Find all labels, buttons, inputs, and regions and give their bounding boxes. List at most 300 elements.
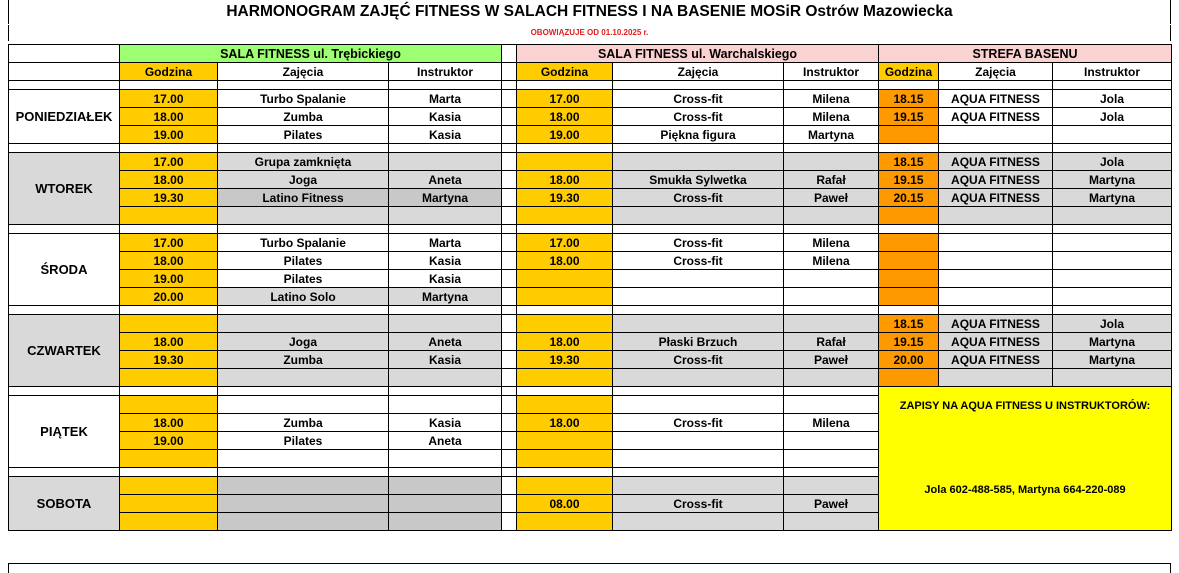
- gap-cell: [120, 468, 218, 477]
- instructor-cell: Martyna: [1053, 189, 1172, 207]
- separator-cell: [502, 189, 517, 207]
- time-cell: 18.00: [120, 108, 218, 126]
- instructor-cell: Paweł: [784, 351, 879, 369]
- instructor-cell: Martyna: [1053, 333, 1172, 351]
- time-cell: 17.00: [517, 90, 613, 108]
- class-cell: [218, 369, 389, 387]
- instructor-cell: Aneta: [389, 432, 502, 450]
- schedule-row-wed: [9, 252, 1172, 270]
- gap-cell: [502, 306, 517, 315]
- time-cell: 19.00: [517, 126, 613, 144]
- class-cell: [613, 369, 784, 387]
- time-cell: [120, 369, 218, 387]
- gap-cell: [517, 468, 613, 477]
- column-header-class: Zajęcia: [939, 63, 1053, 81]
- separator-cell: [502, 495, 517, 513]
- class-cell: [218, 513, 389, 531]
- time-cell: [879, 234, 939, 252]
- instructor-cell: [1053, 270, 1172, 288]
- gap-cell: [389, 81, 502, 90]
- gap-cell: [517, 387, 613, 396]
- gap-cell: [1053, 81, 1172, 90]
- instructor-cell: [389, 153, 502, 171]
- class-cell: [613, 432, 784, 450]
- class-cell: Cross-fit: [613, 252, 784, 270]
- class-cell: Cross-fit: [613, 495, 784, 513]
- aqua-signup-note: [879, 387, 1172, 531]
- class-cell: Zumba: [218, 351, 389, 369]
- time-cell: 19.15: [879, 333, 939, 351]
- time-cell: 18.00: [517, 171, 613, 189]
- day-gap-row: [9, 225, 1172, 234]
- instructor-cell: [784, 270, 879, 288]
- day-label: CZWARTEK: [9, 315, 120, 387]
- gap-cell: [1053, 306, 1172, 315]
- section-header-row: [9, 45, 1172, 63]
- separator-cell: [502, 90, 517, 108]
- class-cell: Cross-fit: [613, 90, 784, 108]
- class-cell: [939, 369, 1053, 387]
- day-label: ŚRODA: [9, 234, 120, 306]
- day-label: SOBOTA: [9, 477, 120, 531]
- column-header-time: Godzina: [517, 63, 613, 81]
- note-contacts: Jola 602-488-585, Martyna 664-220-089: [924, 484, 1126, 496]
- separator-cell: [502, 315, 517, 333]
- class-cell: Zumba: [218, 108, 389, 126]
- time-cell: 17.00: [120, 153, 218, 171]
- time-cell: [879, 270, 939, 288]
- gap-cell: [613, 468, 784, 477]
- separator-cell: [502, 333, 517, 351]
- schedule-table: [8, 44, 1172, 531]
- instructor-cell: [784, 153, 879, 171]
- separator-cell: [502, 396, 517, 414]
- gap-cell: [9, 306, 120, 315]
- class-cell: [218, 315, 389, 333]
- class-cell: [939, 126, 1053, 144]
- gap-cell: [120, 144, 218, 153]
- instructor-cell: Kasia: [389, 270, 502, 288]
- schedule-row-mon: [9, 126, 1172, 144]
- class-cell: [613, 315, 784, 333]
- section-title-sala1: SALA FITNESS ul. Trębickiego: [120, 45, 502, 63]
- instructor-cell: Martyna: [784, 126, 879, 144]
- class-cell: Joga: [218, 171, 389, 189]
- separator-cell: [502, 252, 517, 270]
- separator-cell: [502, 351, 517, 369]
- separator-cell: [502, 270, 517, 288]
- separator-cell: [502, 369, 517, 387]
- time-cell: [517, 477, 613, 495]
- gap-cell: [613, 144, 784, 153]
- time-cell: [517, 450, 613, 468]
- gap-cell: [218, 81, 389, 90]
- class-cell: Turbo Spalanie: [218, 234, 389, 252]
- day-gap-row: [9, 387, 1172, 396]
- time-cell: 17.00: [120, 234, 218, 252]
- time-cell: 17.00: [517, 234, 613, 252]
- gap-cell: [120, 225, 218, 234]
- instructor-cell: [389, 477, 502, 495]
- gap-cell: [1053, 144, 1172, 153]
- time-cell: 19.00: [120, 270, 218, 288]
- sheet-bottom-border: [8, 563, 1171, 573]
- time-cell: 18.15: [879, 153, 939, 171]
- time-cell: [120, 207, 218, 225]
- gap-cell: [389, 468, 502, 477]
- gap-cell: [784, 225, 879, 234]
- class-cell: Cross-fit: [613, 234, 784, 252]
- section-title-sala2: SALA FITNESS ul. Warchalskiego: [517, 45, 879, 63]
- class-cell: AQUA FITNESS: [939, 108, 1053, 126]
- instructor-cell: Jola: [1053, 153, 1172, 171]
- gap-cell: [784, 81, 879, 90]
- instructor-cell: Paweł: [784, 495, 879, 513]
- class-cell: [218, 477, 389, 495]
- instructor-cell: Marta: [389, 234, 502, 252]
- gap-cell: [879, 225, 939, 234]
- schedule-row-mon: [9, 90, 1172, 108]
- gap-cell: [218, 387, 389, 396]
- gap-cell: [613, 387, 784, 396]
- class-cell: [218, 495, 389, 513]
- separator-cell: [502, 153, 517, 171]
- day-gap-row: [9, 306, 1172, 315]
- instructor-cell: [389, 396, 502, 414]
- gap-cell: [218, 306, 389, 315]
- time-cell: 19.00: [120, 126, 218, 144]
- time-cell: 18.00: [120, 414, 218, 432]
- day-label: PIĄTEK: [9, 396, 120, 468]
- time-cell: 08.00: [517, 495, 613, 513]
- instructor-cell: Kasia: [389, 414, 502, 432]
- class-cell: AQUA FITNESS: [939, 333, 1053, 351]
- class-cell: Cross-fit: [613, 108, 784, 126]
- instructor-cell: [784, 369, 879, 387]
- gap-cell: [502, 81, 517, 90]
- instructor-cell: Milena: [784, 414, 879, 432]
- instructor-cell: Martyna: [389, 189, 502, 207]
- gap-cell: [1053, 225, 1172, 234]
- instructor-cell: Jola: [1053, 90, 1172, 108]
- separator-cell: [502, 477, 517, 495]
- class-cell: [613, 153, 784, 171]
- time-cell: 18.15: [879, 315, 939, 333]
- gap-cell: [389, 306, 502, 315]
- class-cell: Pilates: [218, 432, 389, 450]
- time-cell: [517, 369, 613, 387]
- instructor-cell: [1053, 369, 1172, 387]
- separator-cell: [502, 288, 517, 306]
- time-cell: 18.00: [120, 252, 218, 270]
- class-cell: Cross-fit: [613, 189, 784, 207]
- time-cell: 19.30: [120, 351, 218, 369]
- time-cell: 19.00: [120, 432, 218, 450]
- schedule-row-tue: [9, 171, 1172, 189]
- gap-cell: [939, 306, 1053, 315]
- class-cell: Turbo Spalanie: [218, 90, 389, 108]
- time-cell: 20.15: [879, 189, 939, 207]
- column-header-instructor: Instruktor: [784, 63, 879, 81]
- gap-cell: [784, 306, 879, 315]
- column-header-class: Zajęcia: [218, 63, 389, 81]
- time-cell: [517, 207, 613, 225]
- instructor-cell: Rafał: [784, 333, 879, 351]
- gap-cell: [517, 144, 613, 153]
- gap-cell: [939, 225, 1053, 234]
- gap-cell: [517, 225, 613, 234]
- gap-cell: [879, 306, 939, 315]
- gap-cell: [120, 387, 218, 396]
- column-header-instructor: Instruktor: [389, 63, 502, 81]
- gap-cell: [502, 225, 517, 234]
- class-cell: Grupa zamknięta: [218, 153, 389, 171]
- gap-cell: [517, 81, 613, 90]
- separator-cell: [502, 171, 517, 189]
- time-cell: [879, 126, 939, 144]
- column-header-class: Zajęcia: [613, 63, 784, 81]
- instructor-cell: Rafał: [784, 171, 879, 189]
- time-cell: 18.00: [120, 333, 218, 351]
- class-cell: Latino Fitness: [218, 189, 389, 207]
- time-cell: [120, 495, 218, 513]
- column-header-instructor: Instruktor: [1053, 63, 1172, 81]
- instructor-cell: [784, 477, 879, 495]
- corner-cell: [9, 63, 120, 81]
- gap-cell: [784, 144, 879, 153]
- gap-cell: [9, 468, 120, 477]
- gap-cell: [120, 306, 218, 315]
- time-cell: 19.30: [517, 189, 613, 207]
- time-cell: [517, 513, 613, 531]
- separator-cell: [502, 234, 517, 252]
- time-cell: [879, 252, 939, 270]
- separator-cell: [502, 513, 517, 531]
- time-cell: 17.00: [120, 90, 218, 108]
- instructor-cell: [1053, 288, 1172, 306]
- time-cell: 20.00: [879, 351, 939, 369]
- page-title: HARMONOGRAM ZAJĘĆ FITNESS W SALACH FITNESS I NA BASENIE MOSiR Ostrów Mazowiecka: [8, 0, 1171, 24]
- class-cell: Latino Solo: [218, 288, 389, 306]
- gap-cell: [613, 81, 784, 90]
- gap-cell: [939, 81, 1053, 90]
- gap-cell: [9, 225, 120, 234]
- schedule-row-wed: [9, 234, 1172, 252]
- gap-cell: [502, 468, 517, 477]
- instructor-cell: Jola: [1053, 108, 1172, 126]
- class-cell: AQUA FITNESS: [939, 90, 1053, 108]
- valid-from-note: OBOWIĄZUJE OD 01.10.2025 r.: [8, 25, 1171, 41]
- schedule-row-tue: [9, 153, 1172, 171]
- schedule-row-mon: [9, 108, 1172, 126]
- gap-cell: [502, 144, 517, 153]
- gap-cell: [389, 225, 502, 234]
- schedule-row-thu: [9, 369, 1172, 387]
- time-cell: [517, 270, 613, 288]
- instructor-cell: [389, 369, 502, 387]
- class-cell: [613, 477, 784, 495]
- instructor-cell: Kasia: [389, 126, 502, 144]
- column-header-time: Godzina: [120, 63, 218, 81]
- instructor-cell: Marta: [389, 90, 502, 108]
- instructor-cell: Martyna: [389, 288, 502, 306]
- instructor-cell: Aneta: [389, 333, 502, 351]
- column-header-time: Godzina: [879, 63, 939, 81]
- separator-cell: [502, 45, 517, 63]
- class-cell: [613, 270, 784, 288]
- gap-cell: [784, 468, 879, 477]
- schedule-row-wed: [9, 288, 1172, 306]
- class-cell: AQUA FITNESS: [939, 315, 1053, 333]
- time-cell: [120, 450, 218, 468]
- class-cell: [218, 450, 389, 468]
- instructor-cell: [784, 432, 879, 450]
- instructor-cell: Milena: [784, 252, 879, 270]
- separator-cell: [502, 63, 517, 81]
- instructor-cell: Kasia: [389, 252, 502, 270]
- time-cell: 18.00: [120, 171, 218, 189]
- instructor-cell: [1053, 207, 1172, 225]
- instructor-cell: Martyna: [1053, 171, 1172, 189]
- class-cell: [218, 207, 389, 225]
- section-title-basen: STREFA BASENU: [879, 45, 1172, 63]
- gap-cell: [218, 225, 389, 234]
- class-cell: [939, 207, 1053, 225]
- instructor-cell: Martyna: [1053, 351, 1172, 369]
- day-gap-row: [9, 81, 1172, 90]
- time-cell: [120, 477, 218, 495]
- separator-cell: [502, 207, 517, 225]
- instructor-cell: Kasia: [389, 351, 502, 369]
- time-cell: 18.00: [517, 108, 613, 126]
- separator-cell: [502, 450, 517, 468]
- schedule-row-thu: [9, 315, 1172, 333]
- instructor-cell: [1053, 126, 1172, 144]
- instructor-cell: Aneta: [389, 171, 502, 189]
- schedule-row-wed: [9, 270, 1172, 288]
- instructor-cell: [784, 513, 879, 531]
- instructor-cell: [389, 315, 502, 333]
- class-cell: [939, 270, 1053, 288]
- class-cell: AQUA FITNESS: [939, 171, 1053, 189]
- class-cell: Pilates: [218, 270, 389, 288]
- class-cell: [613, 207, 784, 225]
- corner-cell: [9, 45, 120, 63]
- instructor-cell: [784, 315, 879, 333]
- time-cell: 18.00: [517, 252, 613, 270]
- class-cell: AQUA FITNESS: [939, 189, 1053, 207]
- time-cell: [879, 369, 939, 387]
- time-cell: [517, 315, 613, 333]
- instructor-cell: [1053, 252, 1172, 270]
- separator-cell: [502, 126, 517, 144]
- class-cell: [613, 513, 784, 531]
- gap-cell: [389, 144, 502, 153]
- time-cell: [879, 288, 939, 306]
- day-label: PONIEDZIAŁEK: [9, 90, 120, 144]
- instructor-cell: Milena: [784, 108, 879, 126]
- schedule-row-thu: [9, 333, 1172, 351]
- gap-cell: [218, 468, 389, 477]
- instructor-cell: [784, 288, 879, 306]
- time-cell: 19.30: [120, 189, 218, 207]
- gap-cell: [9, 387, 120, 396]
- gap-cell: [939, 144, 1053, 153]
- time-cell: 19.15: [879, 108, 939, 126]
- schedule-row-tue: [9, 189, 1172, 207]
- instructor-cell: Jola: [1053, 315, 1172, 333]
- time-cell: [120, 315, 218, 333]
- gap-cell: [879, 144, 939, 153]
- class-cell: Płaski Brzuch: [613, 333, 784, 351]
- class-cell: [613, 450, 784, 468]
- instructor-cell: Milena: [784, 90, 879, 108]
- gap-cell: [120, 81, 218, 90]
- time-cell: 18.00: [517, 414, 613, 432]
- class-cell: [218, 396, 389, 414]
- class-cell: Piękna figura: [613, 126, 784, 144]
- class-cell: Pilates: [218, 126, 389, 144]
- time-cell: 19.30: [517, 351, 613, 369]
- instructor-cell: [389, 207, 502, 225]
- time-cell: 19.15: [879, 171, 939, 189]
- gap-cell: [613, 225, 784, 234]
- instructor-cell: [1053, 234, 1172, 252]
- time-cell: 20.00: [120, 288, 218, 306]
- time-cell: [517, 288, 613, 306]
- time-cell: 18.00: [517, 333, 613, 351]
- gap-cell: [9, 81, 120, 90]
- instructor-cell: [389, 450, 502, 468]
- class-cell: Pilates: [218, 252, 389, 270]
- time-cell: 18.15: [879, 90, 939, 108]
- day-label: WTOREK: [9, 153, 120, 225]
- separator-cell: [502, 108, 517, 126]
- gap-cell: [613, 306, 784, 315]
- gap-cell: [879, 81, 939, 90]
- instructor-cell: [389, 513, 502, 531]
- class-cell: Cross-fit: [613, 414, 784, 432]
- instructor-cell: Milena: [784, 234, 879, 252]
- instructor-cell: Kasia: [389, 108, 502, 126]
- gap-cell: [389, 387, 502, 396]
- class-cell: [939, 252, 1053, 270]
- class-cell: Cross-fit: [613, 351, 784, 369]
- separator-cell: [502, 414, 517, 432]
- time-cell: [517, 153, 613, 171]
- schedule-row-thu: [9, 351, 1172, 369]
- gap-cell: [784, 387, 879, 396]
- class-cell: [939, 234, 1053, 252]
- column-header-row: [9, 63, 1172, 81]
- class-cell: [613, 396, 784, 414]
- class-cell: [939, 288, 1053, 306]
- day-gap-row: [9, 144, 1172, 153]
- time-cell: [120, 513, 218, 531]
- instructor-cell: [784, 396, 879, 414]
- gap-cell: [218, 144, 389, 153]
- class-cell: AQUA FITNESS: [939, 351, 1053, 369]
- time-cell: [879, 207, 939, 225]
- note-title: ZAPISY NA AQUA FITNESS U INSTRUKTORÓW:: [899, 400, 1151, 412]
- time-cell: [120, 396, 218, 414]
- gap-cell: [517, 306, 613, 315]
- time-cell: [517, 432, 613, 450]
- instructor-cell: [784, 450, 879, 468]
- instructor-cell: Paweł: [784, 189, 879, 207]
- gap-cell: [502, 387, 517, 396]
- gap-cell: [9, 144, 120, 153]
